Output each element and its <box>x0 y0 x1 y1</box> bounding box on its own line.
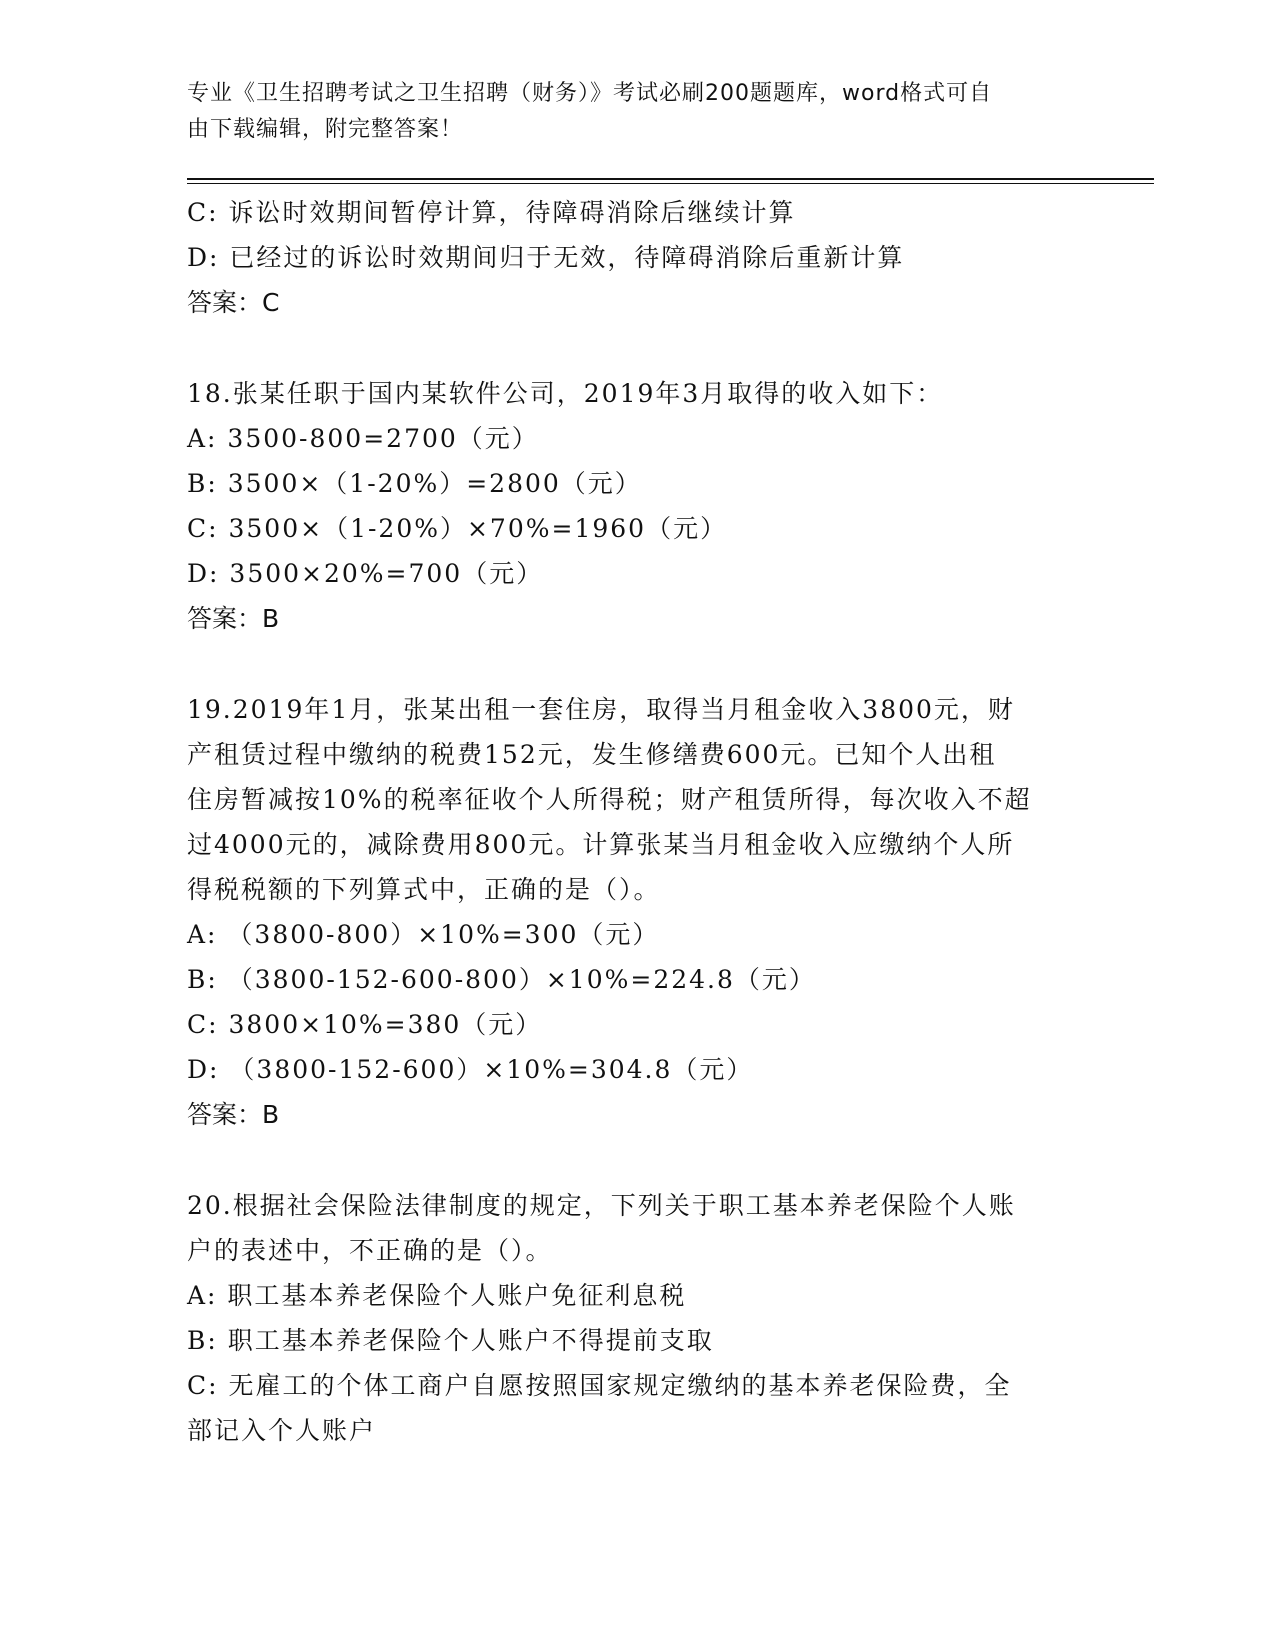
question-stem-line-3: 住房暂减按10%的税率征收个人所得税；财产租赁所得，每次收入不超 <box>187 785 1032 814</box>
answer: 答案：C <box>187 288 280 317</box>
header-rule-thin <box>187 183 1154 184</box>
option-c-line-2: 部记入个人账户 <box>187 1416 377 1445</box>
question-stem-line-4: 过4000元的，减除费用800元。计算张某当月租金收入应缴纳个人所 <box>187 830 1015 859</box>
answer: 答案：B <box>187 604 280 633</box>
question-17 <box>187 190 1087 325</box>
header-rule-thick <box>187 178 1154 180</box>
option-a: A: （3800-800）×10%=300（元） <box>187 920 660 949</box>
question-19 <box>187 687 1087 1137</box>
answer: 答案：B <box>187 1100 280 1129</box>
option-b: B: （3800-152-600-800）×10%=224.8（元） <box>187 965 816 994</box>
option-d: D: （3800-152-600）×10%=304.8（元） <box>187 1055 754 1084</box>
question-stem-line-2: 产租赁过程中缴纳的税费152元，发生修缮费600元。已知个人出租 <box>187 740 997 769</box>
question-stem-line-1: 20.根据社会保险法律制度的规定，下列关于职工基本养老保险个人账 <box>187 1191 1016 1220</box>
header-line-2: 由下载编辑，附完整答案！ <box>187 117 464 142</box>
question-20 <box>187 1183 1087 1453</box>
question-stem-line-5: 得税税额的下列算式中，正确的是（）。 <box>187 875 661 904</box>
question-18 <box>187 371 1087 641</box>
option-d: D: 3500×20%=700（元） <box>187 559 544 588</box>
option-b: B: 职工基本养老保险个人账户不得提前支取 <box>187 1326 714 1355</box>
option-d: D: 已经过的诉讼时效期间归于无效，待障碍消除后重新计算 <box>187 243 905 272</box>
header-line-1: 专业《卫生招聘考试之卫生招聘（财务）》考试必刷200题题库，word格式可自 <box>187 81 993 106</box>
option-c: C: 诉讼时效期间暂停计算，待障碍消除后继续计算 <box>187 198 796 227</box>
question-stem-line-1: 19.2019年1月，张某出租一套住房，取得当月租金收入3800元，财 <box>187 695 1015 724</box>
option-a: A: 职工基本养老保险个人账户免征利息税 <box>187 1281 687 1310</box>
option-c-line-1: C: 无雇工的个体工商户自愿按照国家规定缴纳的基本养老保险费，全 <box>187 1371 1012 1400</box>
document-body <box>187 190 1087 1453</box>
option-b: B: 3500×（1-20%）=2800（元） <box>187 469 642 498</box>
question-stem: 18.张某任职于国内某软件公司，2019年3月取得的收入如下： <box>187 379 944 408</box>
document-header <box>187 76 1067 148</box>
option-c: C: 3500×（1-20%）×70%=1960（元） <box>187 514 728 543</box>
question-stem-line-2: 户的表述中，不正确的是（）。 <box>187 1236 553 1265</box>
option-a: A: 3500-800=2700（元） <box>187 424 539 453</box>
option-c: C: 3800×10%=380（元） <box>187 1010 543 1039</box>
